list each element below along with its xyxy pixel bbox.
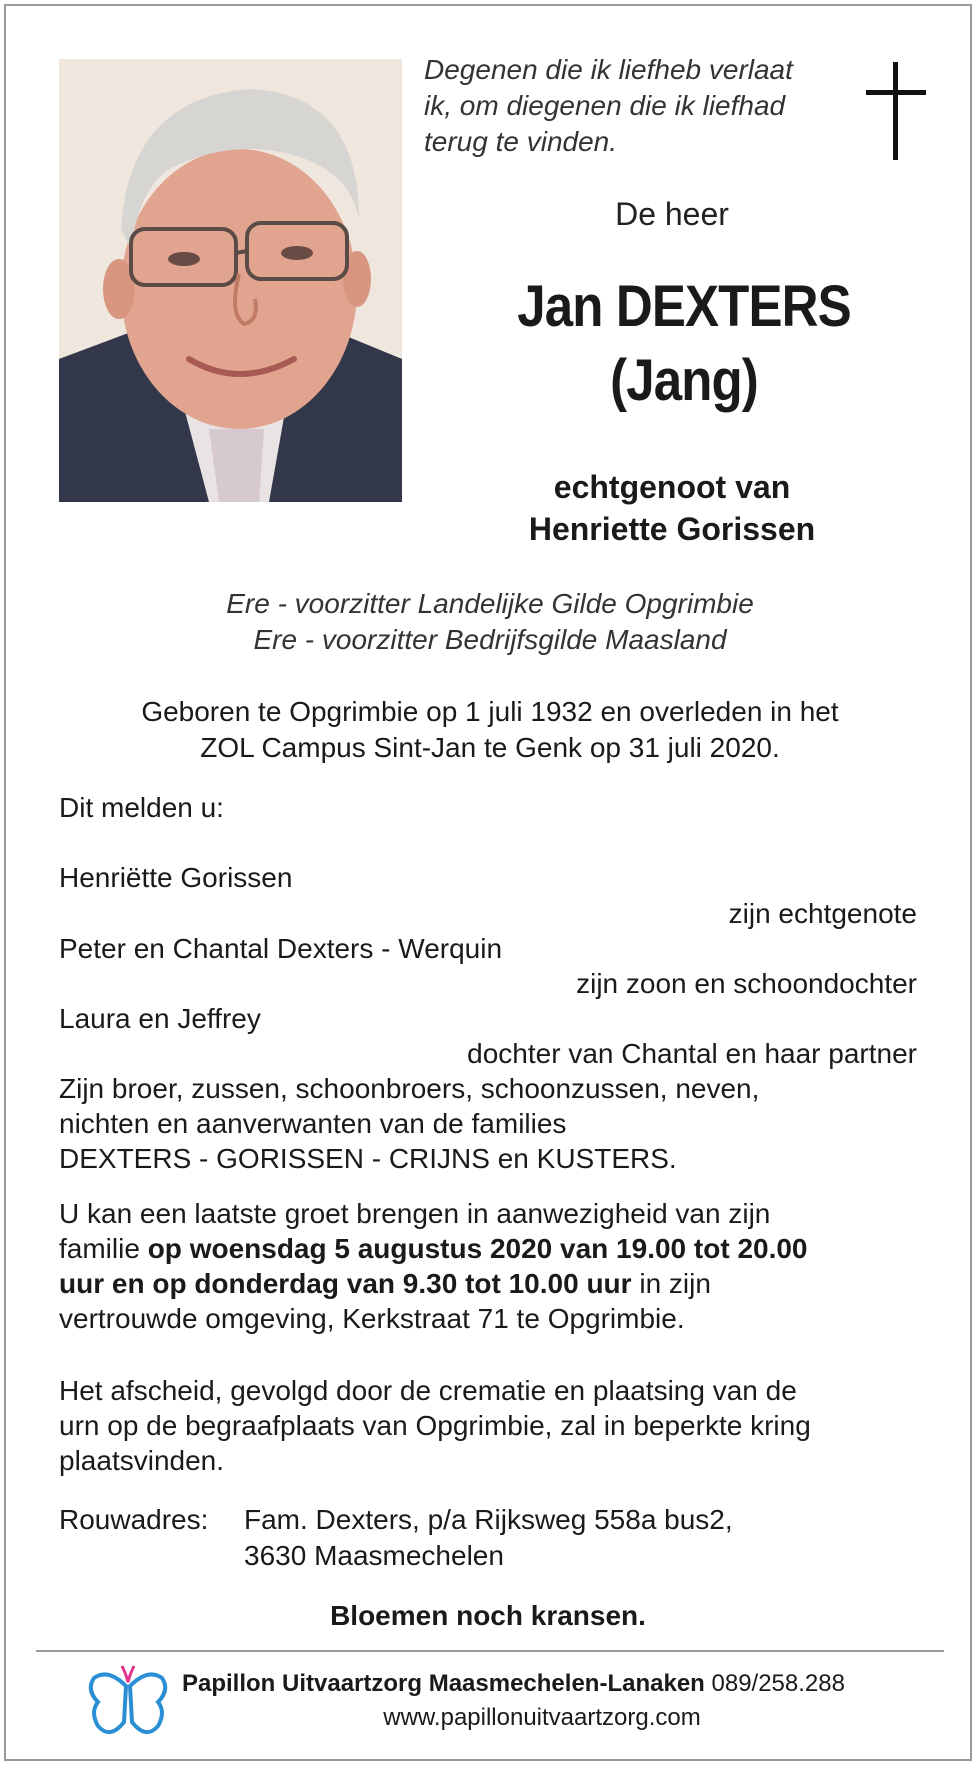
spouse-name: Henriette Gorissen (528, 511, 816, 547)
honor-line: Ere - voorzitter Landelijke Gilde Opgrimbie (226, 588, 754, 619)
visit-text: familie (59, 1233, 148, 1264)
visit-line (59, 1231, 939, 1266)
visit-times: uur en op donderdag van 9.30 tot 10.00 uur (59, 1268, 632, 1299)
cross-icon (866, 62, 926, 160)
farewell-line: plaatsvinden. (59, 1445, 225, 1476)
visitation-block (59, 1196, 939, 1336)
title-prefix: De heer (615, 196, 729, 232)
relatives-line: DEXTERS - GORISSEN - CRIJNS en KUSTERS. (59, 1143, 677, 1174)
relatives-line: nichten en aanverwanten van de families (59, 1108, 567, 1139)
farewell-line: urn op de begraafplaats van Opgrimbie, zal in beperkte kring (59, 1410, 811, 1441)
visit-line: U kan een laatste groet brengen in aanwezigheid van zijn (59, 1198, 771, 1229)
relatives-block (59, 1071, 929, 1176)
portrait-illustration (59, 59, 402, 502)
honor-line: Ere - voorzitter Bedrijfsgilde Maasland (253, 624, 727, 655)
flowers-notice: Bloemen noch kransen. (330, 1600, 646, 1631)
family-member-name: Henriëtte Gorissen (59, 862, 293, 893)
butterfly-logo-icon (88, 1664, 168, 1742)
footer-divider (36, 1650, 944, 1652)
family-member-relation: zijn zoon en schoondochter (576, 968, 917, 999)
address-line: Fam. Dexters, p/a Rijksweg 558a bus2, (244, 1504, 733, 1535)
address-line: 3630 Maasmechelen (244, 1540, 504, 1571)
quote-line: Degenen die ik liefheb verlaat (424, 54, 793, 85)
memorial-quote (424, 52, 844, 160)
spouse-line: echtgenoot van (553, 469, 791, 505)
address-label: Rouwadres: (59, 1504, 209, 1535)
portrait-photo (59, 59, 402, 502)
relatives-line: Zijn broer, zussen, schoonbroers, schoonzussen, neven, (59, 1073, 760, 1104)
deceased-name (469, 270, 898, 418)
quote-line: ik, om diegenen die ik liefhad (424, 90, 786, 121)
family-member-relation: dochter van Chantal en haar partner (467, 1038, 917, 1069)
honors-block (60, 586, 920, 658)
funeral-home-name: Papillon Uitvaartzorg Maasmechelen-Lanaken (182, 1670, 705, 1697)
funeral-home-phone: 089/258.288 (711, 1670, 845, 1697)
nickname-line: (Jang) (610, 348, 758, 413)
born-line: Geboren te Opgrimbie op 1 juli 1932 en overleden in het (141, 696, 839, 727)
quote-line: terug te vinden. (424, 126, 618, 157)
birth-death-block (60, 694, 920, 766)
name-line: Jan DEXTERS (517, 274, 851, 339)
funeral-home-line (182, 1670, 902, 1698)
family-member-name: Laura en Jeffrey (59, 1003, 261, 1034)
visit-times: op woensdag 5 augustus 2020 van 19.00 tot 20.00 (147, 1233, 808, 1264)
visit-text: in zijn (631, 1268, 711, 1299)
born-line: ZOL Campus Sint-Jan te Genk op 31 juli 2020. (200, 732, 780, 763)
visit-line: vertrouwde omgeving, Kerkstraat 71 te Opgrimbie. (59, 1303, 685, 1334)
visit-line (59, 1266, 939, 1301)
spouse-block (440, 466, 904, 550)
funeral-home-website[interactable]: www.papillonuitvaartzorg.com (383, 1704, 701, 1731)
farewell-block (59, 1373, 939, 1478)
announce-text: Dit melden u: (59, 792, 224, 823)
farewell-line: Het afscheid, gevolgd door de crematie en plaatsing van de (59, 1375, 797, 1406)
family-member-name: Peter en Chantal Dexters - Werquin (59, 933, 503, 964)
family-member-relation: zijn echtgenote (728, 898, 917, 929)
